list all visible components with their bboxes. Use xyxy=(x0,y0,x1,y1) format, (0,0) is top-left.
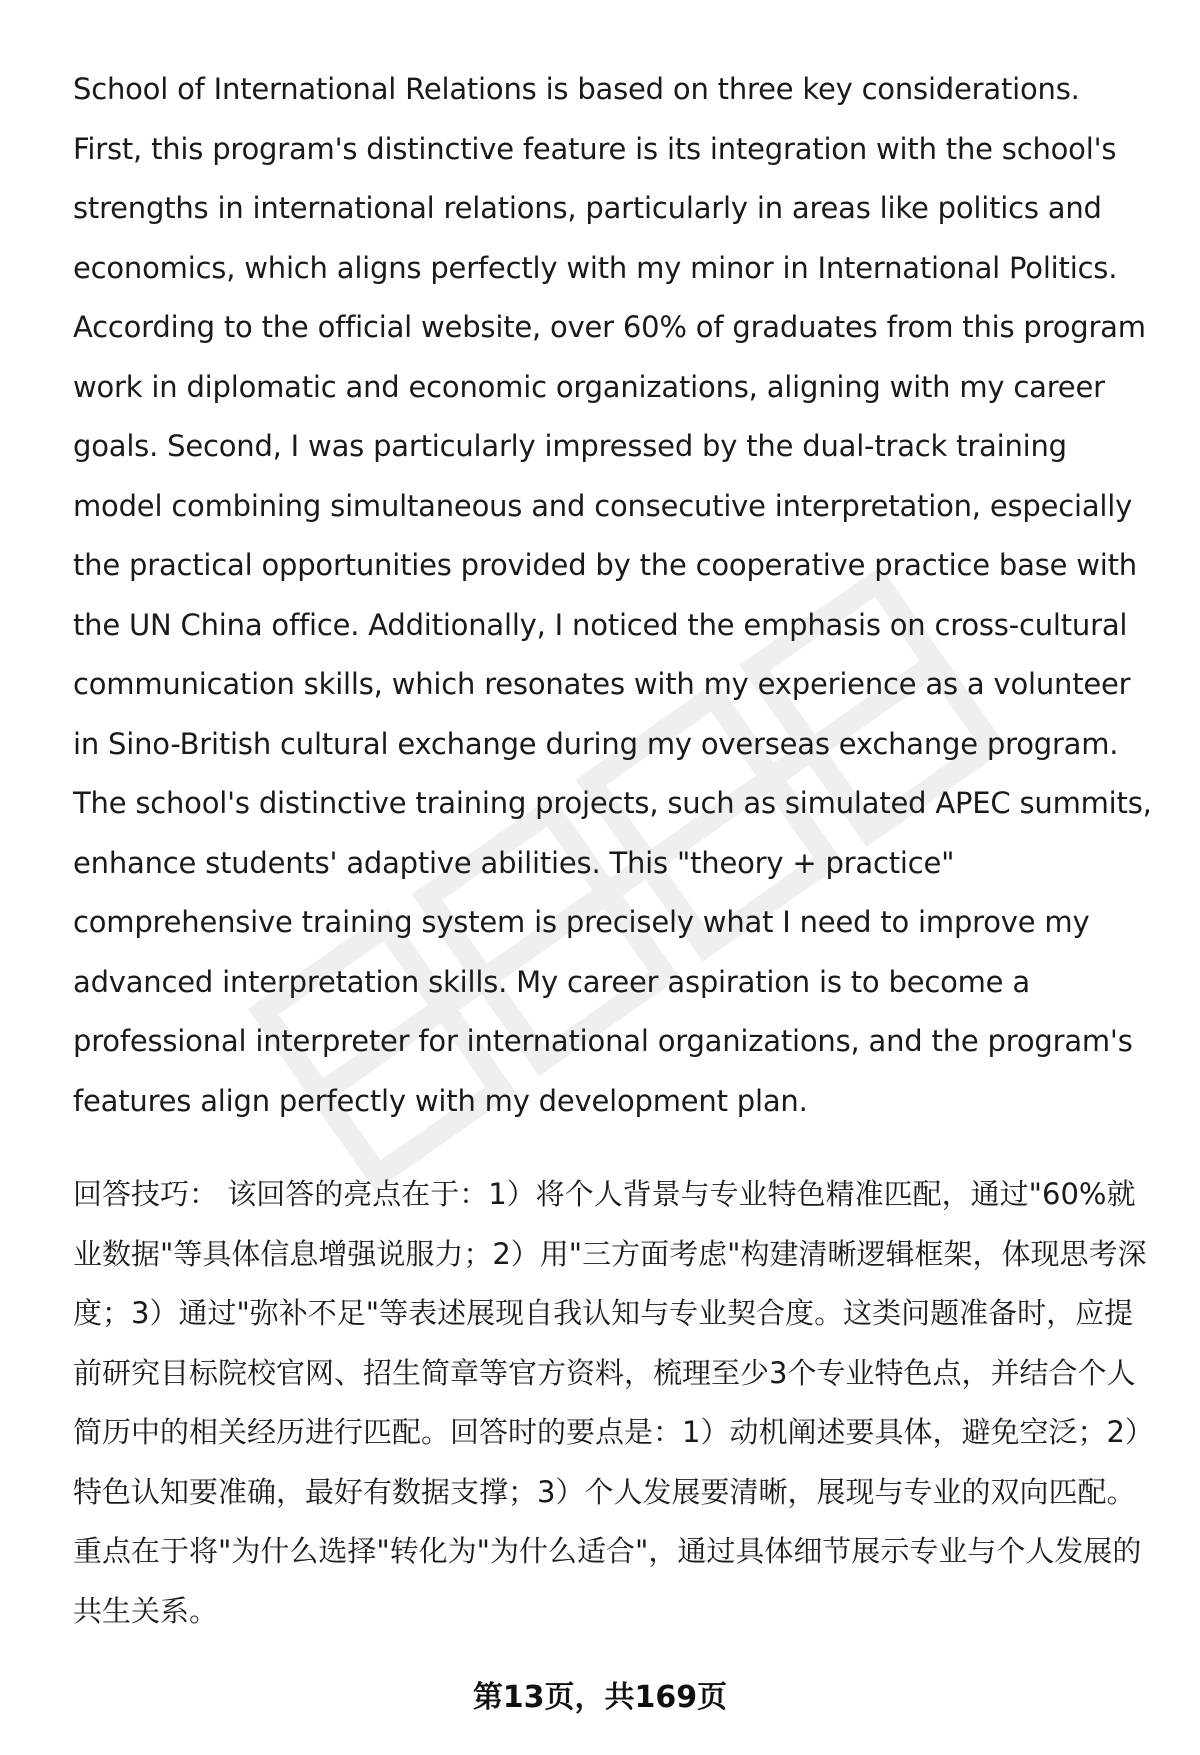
answer-body-paragraph: School of International Relations is based on three key considerations. First, this program's distinctive feature is its integration with the school's strengths in international relations, particularly in areas like politics and economics, which aligns perfectly with my minor in International Politics. According to the official website, over 60% of graduates from this program work in diplomatic and economic organizations, aligning with my career goals. Second, I was particularly impressed by the dual-track training model combining simultaneous and consecutive interpretation, especially the practical opportunities provided by the cooperative practice base with the UN China office. Additionally, I noticed the emphasis on cross-cultural communication skills, which resonates with my experience as a volunteer in Sino-British cultural exchange during my overseas exchange program. The school's distinctive training projects, such as simulated APEC summits, enhance students' adaptive abilities. This "theory + practice" comprehensive training system is precisely what I need to improve my advanced interpretation skills. My career aspiration is to become a professional interpreter for international organizations, and the program's features align perfectly with my development plan. xyxy=(73,72,1152,1118)
answer-tips-paragraph: 回答技巧： 该回答的亮点在于：1）将个人背景与专业特色精准匹配，通过"60%就业数据"等具体信息增强说服力；2）用"三方面考虑"构建清晰逻辑框架，体现思考深度；3）通过"弥补不足"等表述展现自我认知与专业契合度。这类问题准备时，应提前研究目标院校官网、招生简章等官方资料，梳理至少3个专业特色点，并结合个人简历中的相关经历进行匹配。回答时的要点是：1）动机阐述要具体，避免空泛；2）特色认知要准确，最好有数据支撑；3）个人发展要清晰，展现与专业的双向匹配。重点在于将"为什么选择"转化为"为什么适合"，通过具体细节展示专业与个人发展的共生关系。 xyxy=(73,1177,1154,1628)
page-number-footer: 第13页，共169页 xyxy=(472,1680,728,1715)
